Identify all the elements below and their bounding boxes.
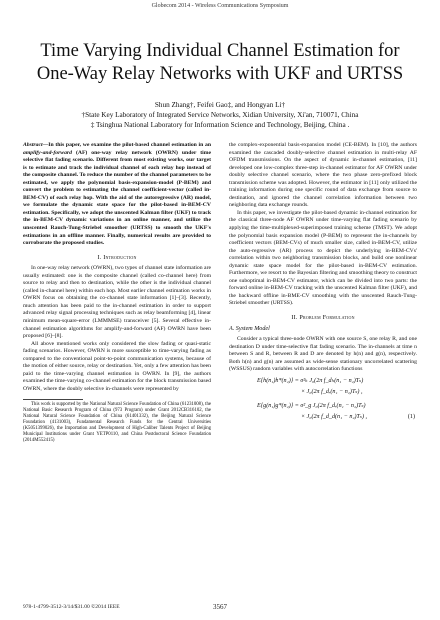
system-model-paragraph: Consider a typical three-node OWRN with one source S, one relay R, and one destination D under time-selective flat fading scenario. The in-channels at time n between S and R, between R and D are denoted by h(n) and g(n), respectively. Both h(n) and g(n) are assumed as wide-sense stationary uncorrelated scattering (WSSUS) random variables with autocorrelation functions — [229, 336, 417, 373]
equation-line-4: × J₀(2π f_d_d(n₁ − n₂)Tₛ) , — [301, 413, 368, 420]
right-paragraph-1: the complex-exponential basis-expansion model (CE-BEM). In [10], the authors examined the cascaded doubly-selective channel estimation in multi-relay AF OFDM transmissions. On the aspect of dynamic in-channel estimation, [11] developed one low-complex three-step in-channel estimator for AF OWRN under doubly selective channel scenario, where the two phase zero-prefixed block transmission scheme was adopted. However, the estimator in [11] only utilized the training information during one specific round of data exchange from source to destination, and ignored the channel correlation information between two neighboring data exchange rounds. — [229, 142, 417, 209]
left-column — [23, 142, 211, 444]
equation-number: (1) — [407, 413, 415, 420]
affiliation-2: ‡ Tsinghua National Laboratory for Information Science and Technology, Beijing, China . — [90, 121, 350, 129]
conference-header: Globecom 2014 - Wireless Communications Symposium — [151, 3, 289, 9]
equation-1 — [229, 378, 417, 434]
isbn-footer: 978-1-4799-3512-3/14/$31.00 ©2014 IEEE — [23, 604, 120, 610]
intro-heading: I. Introduction — [97, 253, 137, 261]
right-column — [229, 142, 417, 434]
affiliation-1: †State Key Laboratory of Integrated Service Networks, Xidian University, Xi'an, 710071, China — [81, 111, 359, 119]
abstract — [23, 142, 211, 248]
page-number: 3567 — [213, 603, 227, 611]
equation-line-3: E{g(n₁)g*(n₂)} = σ²_g J₀(2π f_dᵣ(n₁ − n₂)Tₛ) — [257, 402, 366, 409]
problem-heading: II. Problem Formulation — [291, 314, 355, 322]
author-block — [20, 100, 420, 130]
funding-footnote: This work is supported by the National Natural Science Foundation of China (61231008), the National Basic Research Program of China (973 Program) under Grant 2012CB316102, the National Natural Science Foundation of China (61401332), the Beijing Natural Science Foundation (4131003), Fundamental Research Funds for the Central Universities (K5051399026), the Importation and Development of High-Caliber Talents Project of Beijing Municipal Institutions under Grant YETP0110, and China Postdoctoral Science Foundation (2014M552415) — [23, 401, 211, 444]
abstract-text-1: —In this paper, we examine the pilot-based channel estimation in an — [42, 142, 211, 148]
system-model-heading: A. System Model — [229, 325, 270, 332]
paper-title: Time Varying Individual Channel Estimation for One-Way Relay Networks with UKF and URTSS — [36, 41, 404, 84]
abstract-italic: amplify-and-forward — [23, 149, 72, 156]
intro-paragraph-1: In one-way relay network (OWRN), two types of channel state information are usually estimated: one is the composite channel (called co-channel here) from source to relay and then to destination, while the other is the individual channel (called in-channel here) within each hop. Most earlier channel estimation works in OWRN focus on obtaining the co-channel state information [1]–[3]. Recently, much attention has been paid to the in-channel estimation in order to support advanced relay signal processing techniques such as relay beamforming [4], linear minimum mean-square-error (LMMMSE) transceiver [5]. Several effective in-channel estimation algorithms for amplify-and-forward (AF) OWRN have been proposed [6]–[8]. — [23, 265, 211, 340]
intro-paragraph-2: All above mentioned works only considered the slow fading or quasi-static fading scenarios. However, OWRN is more susceptible to time-varying fading as compared to the conventional point-to-point communication systems, because of the motion of either source, relay or destination. Yet, only a few attention has been paid to the time-varying channel estimation in OWRN. In [9], the authors examined the time-varying co-channel estimation for the block transmission based OWRN, where the doubly selective in-channels were represented by — [23, 340, 211, 392]
abstract-text-2: (AF) one-way relay network (OWRN) under time selective flat fading scenario. Different from most existing works, our target is to estimate and track the individual channel of each relay hop instead of the composite channel. To reduce the number of the channel parameters to be estimated, we apply the polynomial basis-expansion-model (P-BEM) and convert the problem to estimating the channel coefficient-vector (called in-BEM-CV) of each relay hop. With the aid of the autoregressive (AR) model, we formulate the dynamic state space for the pilot-based in-BEM-CV estimation. Specifically, we adopt the unscented Kalman filter (UKF) to track the in-BEM-CV dynamic variations in an online manner, and utilize the unscented Rauch-Tung-Striebel smoother (URTSS) to smooth the UKF's estimations in an offline manner. Finally, numerical results are provided to corroborate the proposed studies. — [23, 149, 211, 247]
equation-line-1: E{h(n₁)h*(n₂)} = σ²ₕ J₀(2π f_dₕ(n₁ − n₂)Tₛ) — [257, 377, 364, 384]
author-names: Shun Zhang†, Feifei Gao‡, and Hongyan Li† — [154, 101, 286, 109]
footnote-rule — [23, 399, 83, 400]
equation-line-2: × J₀(2π f_dᵣ(n₁ − n₂)Tₛ) , — [301, 388, 363, 395]
abstract-label: Abstract — [23, 142, 43, 148]
right-paragraph-2: In this paper, we investigate the pilot-based dynamic in-channel estimation for the classical three-node AF OWRN under time-varying flat fading scenario by applying the time-multiplexed-superimposed training scheme (TMST). We adopt the polynomial basis expansion model (P-BEM) to represent the in-channels by coefficient vectors (BEM-CVs) of much smaller size, called in-BEM-CV, utilize the auto-regressive (AR) process to depict the underlying in-BEM-CVs' correlation within two neighboring transmission blocks, and build one nonlinear dynamic state space model for the pilot-based in-BEM-CV estimation. Furthermore, we resort to the Bayesian filtering and smoothing theory to construct one suboptimal in-BEM-CV estimator, which can be divided into two parts: the forward online in-BEM-CV tracking with the unscented Kalman filter (UKF), and the backward offline in-BME-CV smoothing with the unscented Rauch-Tung-Striebel smoother (URTSS). — [229, 209, 417, 307]
